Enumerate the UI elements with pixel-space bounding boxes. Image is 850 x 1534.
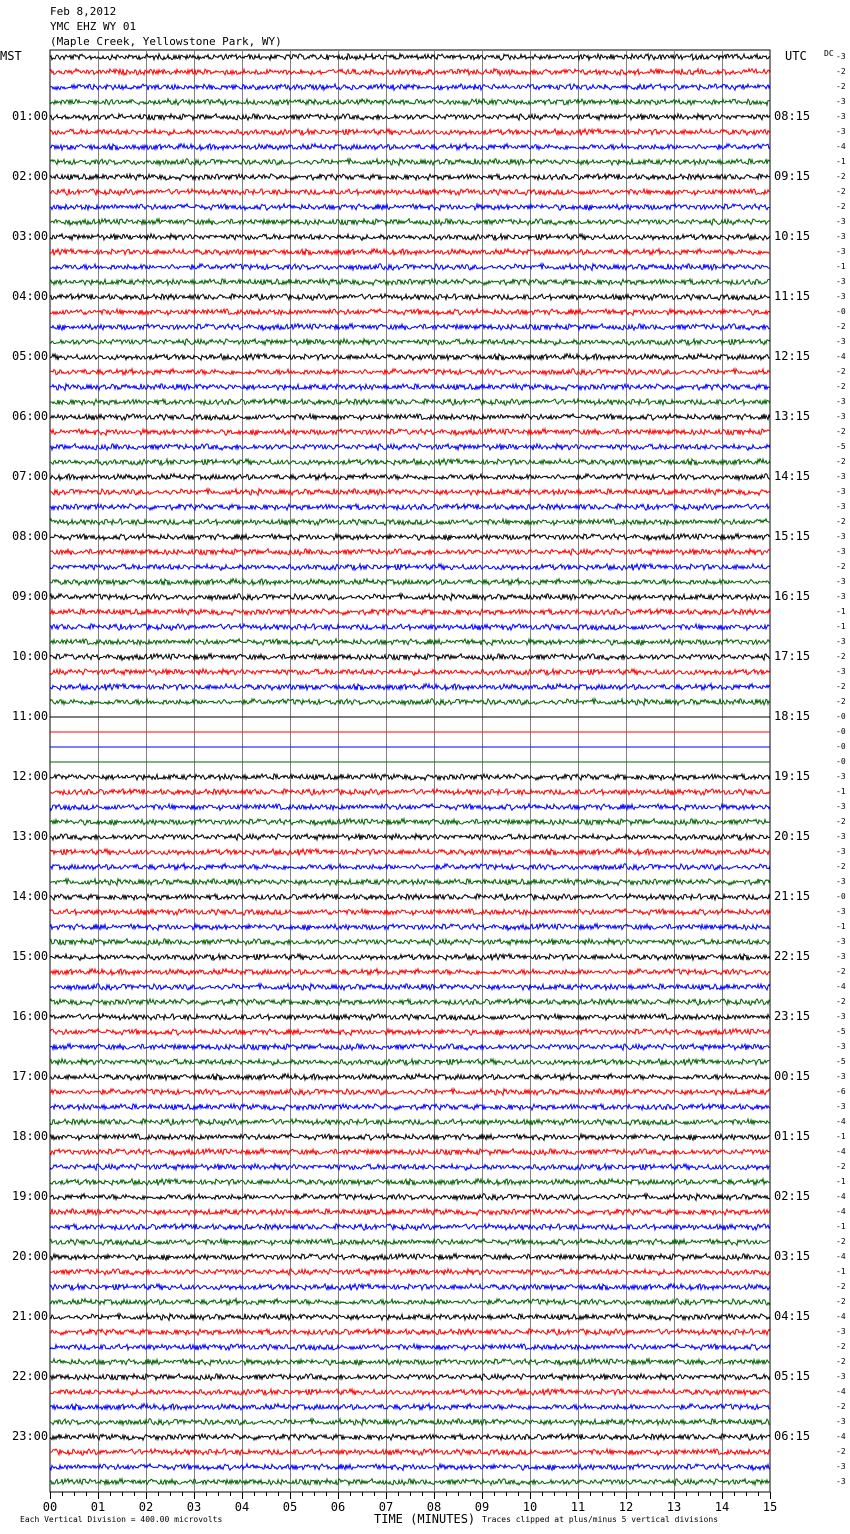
x-axis-title: TIME (MINUTES) bbox=[374, 1512, 476, 1526]
trace-row bbox=[50, 1134, 770, 1141]
dc-offset-value: -2 bbox=[836, 1282, 846, 1291]
left-hour-label: 10:00 bbox=[12, 649, 49, 663]
right-hour-label: 21:15 bbox=[774, 889, 811, 903]
trace-row bbox=[50, 54, 770, 60]
dc-offset-value: -3 bbox=[836, 502, 846, 511]
dc-offset-value: -2 bbox=[836, 1357, 846, 1366]
right-hour-label: 01:15 bbox=[774, 1129, 811, 1143]
dc-offset-value: -2 bbox=[836, 457, 846, 466]
dc-offset-value: -2 bbox=[836, 862, 846, 871]
trace-row bbox=[50, 1044, 770, 1050]
right-hour-label: 05:15 bbox=[774, 1369, 811, 1383]
dc-offset-value: -2 bbox=[836, 187, 846, 196]
x-axis-ticks bbox=[43, 1492, 777, 1514]
dc-offset-value: -1 bbox=[836, 922, 846, 931]
trace-row bbox=[50, 1299, 770, 1305]
trace-row bbox=[50, 144, 770, 151]
trace-row bbox=[50, 834, 770, 840]
x-tick-label: 05 bbox=[282, 1500, 298, 1514]
dc-offset-value: -0 bbox=[836, 757, 846, 766]
dc-offset-value: -1 bbox=[836, 1177, 846, 1186]
trace-row bbox=[50, 1014, 770, 1020]
trace-row bbox=[50, 534, 770, 541]
trace-row bbox=[50, 1404, 770, 1411]
trace-row bbox=[50, 984, 770, 991]
trace-row bbox=[50, 909, 770, 915]
trace-row bbox=[50, 864, 770, 870]
trace-row bbox=[50, 249, 770, 256]
left-hour-label: 19:00 bbox=[12, 1189, 49, 1203]
trace-row bbox=[50, 114, 770, 121]
trace-row bbox=[50, 69, 770, 76]
left-hour-label: 16:00 bbox=[12, 1009, 49, 1023]
right-hour-label: 02:15 bbox=[774, 1189, 811, 1203]
trace-row bbox=[50, 129, 770, 136]
dc-offset-value: -3 bbox=[836, 772, 846, 781]
trace-row bbox=[50, 414, 770, 420]
left-hour-label: 03:00 bbox=[12, 229, 49, 243]
trace-row bbox=[50, 429, 770, 436]
trace-row bbox=[50, 1224, 770, 1231]
left-hour-label: 12:00 bbox=[12, 769, 49, 783]
dc-offset-value: -4 bbox=[836, 1207, 846, 1216]
trace-row bbox=[50, 1359, 770, 1366]
right-hour-label: 10:15 bbox=[774, 229, 811, 243]
dc-offset-value: -4 bbox=[836, 352, 846, 361]
dc-offset-value: -1 bbox=[836, 157, 846, 166]
trace-row bbox=[50, 699, 770, 706]
right-hour-label: 09:15 bbox=[774, 169, 811, 183]
dc-offset-value: -2 bbox=[836, 517, 846, 526]
chart-date: Feb 8,2012 bbox=[50, 5, 117, 18]
left-hour-label: 07:00 bbox=[12, 469, 49, 483]
dc-offset-value: -2 bbox=[836, 562, 846, 571]
dc-offset-value: -1 bbox=[836, 622, 846, 631]
x-tick-label: 03 bbox=[186, 1500, 202, 1514]
x-tick-label: 00 bbox=[42, 1500, 58, 1514]
dc-offset-value: -2 bbox=[836, 1342, 846, 1351]
right-hour-label: 12:15 bbox=[774, 349, 811, 363]
right-hour-label: 22:15 bbox=[774, 949, 811, 963]
dc-offset-value: -3 bbox=[836, 547, 846, 556]
right-hour-label: 11:15 bbox=[774, 289, 811, 303]
trace-row bbox=[50, 789, 770, 796]
trace-row bbox=[50, 954, 770, 961]
left-hour-label: 09:00 bbox=[12, 589, 49, 603]
trace-row bbox=[50, 594, 770, 601]
trace-row bbox=[50, 639, 770, 646]
dc-offset-value: -2 bbox=[836, 427, 846, 436]
dc-offset-value: -3 bbox=[836, 907, 846, 916]
left-timezone-label: MST bbox=[0, 49, 22, 63]
trace-row bbox=[50, 459, 770, 466]
dc-offset-value: -2 bbox=[836, 682, 846, 691]
right-hour-label: 15:15 bbox=[774, 529, 811, 543]
trace-row bbox=[50, 774, 770, 780]
trace-row bbox=[50, 279, 770, 285]
dc-offset-value: -3 bbox=[836, 292, 846, 301]
left-hour-label: 17:00 bbox=[12, 1069, 49, 1083]
trace-row bbox=[50, 1149, 770, 1155]
trace-row bbox=[50, 1089, 770, 1096]
trace-row bbox=[50, 324, 770, 330]
trace-row bbox=[50, 1449, 770, 1455]
x-tick-label: 15 bbox=[762, 1500, 778, 1514]
dc-offset-value: -3 bbox=[836, 472, 846, 481]
trace-row bbox=[50, 1059, 770, 1066]
trace-row bbox=[50, 99, 770, 106]
dc-offset-value: -0 bbox=[836, 742, 846, 751]
dc-offset-value: -5 bbox=[836, 442, 846, 451]
trace-row bbox=[50, 1479, 770, 1485]
trace-row bbox=[50, 1119, 770, 1126]
trace-row bbox=[50, 189, 770, 196]
right-hour-label: 06:15 bbox=[774, 1429, 811, 1443]
dc-offset-value: -3 bbox=[836, 532, 846, 541]
dc-offset-value: -3 bbox=[836, 112, 846, 121]
trace-row bbox=[50, 159, 770, 166]
dc-offset-value: -3 bbox=[836, 1327, 846, 1336]
right-timezone-label: UTC bbox=[785, 49, 807, 63]
right-hour-label: 03:15 bbox=[774, 1249, 811, 1263]
dc-offset-value: -3 bbox=[836, 1477, 846, 1486]
dc-offset-value: -0 bbox=[836, 307, 846, 316]
dc-offset-value: -4 bbox=[836, 1147, 846, 1156]
dc-offset-value: -1 bbox=[836, 1132, 846, 1141]
dc-offset-value: -3 bbox=[836, 412, 846, 421]
trace-row bbox=[50, 309, 770, 316]
trace-row bbox=[50, 819, 770, 825]
dc-offset-value: -2 bbox=[836, 382, 846, 391]
dc-offset-value: -3 bbox=[836, 592, 846, 601]
dc-offset-value: -3 bbox=[836, 127, 846, 136]
x-tick-label: 08 bbox=[426, 1500, 442, 1514]
dc-offset-value: -5 bbox=[836, 1057, 846, 1066]
x-tick-label: 14 bbox=[714, 1500, 730, 1514]
dc-offset-value: -1 bbox=[836, 787, 846, 796]
trace-row bbox=[50, 1104, 770, 1110]
dc-offset-value: -2 bbox=[836, 82, 846, 91]
station-code: YMC EHZ WY 01 bbox=[50, 20, 137, 33]
x-tick-label: 02 bbox=[138, 1500, 154, 1514]
right-hour-label: 00:15 bbox=[774, 1069, 811, 1083]
x-tick-label: 01 bbox=[90, 1500, 106, 1514]
trace-row bbox=[50, 879, 770, 886]
dc-offset-value: -2 bbox=[836, 817, 846, 826]
dc-offset-value: -3 bbox=[836, 667, 846, 676]
trace-row bbox=[50, 1329, 770, 1336]
dc-offset-value: -2 bbox=[836, 997, 846, 1006]
dc-offset-value: -1 bbox=[836, 607, 846, 616]
dc-offset-value: -3 bbox=[836, 487, 846, 496]
dc-offset-value: -3 bbox=[836, 802, 846, 811]
right-hour-label: 17:15 bbox=[774, 649, 811, 663]
dc-offset-value: -2 bbox=[836, 322, 846, 331]
dc-offset-value: -4 bbox=[836, 1387, 846, 1396]
dc-offset-value: -3 bbox=[836, 1072, 846, 1081]
trace-row bbox=[50, 1419, 770, 1426]
left-hour-label: 22:00 bbox=[12, 1369, 49, 1383]
trace-row bbox=[50, 474, 770, 480]
right-hour-label: 08:15 bbox=[774, 109, 811, 123]
right-hour-label: 19:15 bbox=[774, 769, 811, 783]
dc-offset-value: -3 bbox=[836, 232, 846, 241]
right-hour-label: 18:15 bbox=[774, 709, 811, 723]
trace-row bbox=[50, 234, 770, 240]
trace-row bbox=[50, 1284, 770, 1291]
trace-row bbox=[50, 384, 770, 391]
dc-offset-value: -3 bbox=[836, 1102, 846, 1111]
dc-offset-value: -4 bbox=[836, 1252, 846, 1261]
right-hour-label: 23:15 bbox=[774, 1009, 811, 1023]
x-tick-label: 04 bbox=[234, 1500, 250, 1514]
left-hour-label: 11:00 bbox=[12, 709, 49, 723]
dc-offset-value: -3 bbox=[836, 52, 846, 61]
dc-offset-value: -2 bbox=[836, 1162, 846, 1171]
dc-offset-value: -2 bbox=[836, 1297, 846, 1306]
dc-offset-value: -1 bbox=[836, 1267, 846, 1276]
trace-row bbox=[50, 1239, 770, 1246]
trace-row bbox=[50, 1029, 770, 1036]
dc-offset-value: -3 bbox=[836, 877, 846, 886]
dc-offset-value: -2 bbox=[836, 172, 846, 181]
dc-offset-value: -3 bbox=[836, 247, 846, 256]
dc-offset-value: -2 bbox=[836, 67, 846, 76]
trace-row bbox=[50, 294, 770, 301]
right-hour-label: 04:15 bbox=[774, 1309, 811, 1323]
x-tick-label: 11 bbox=[570, 1500, 586, 1514]
trace-row bbox=[50, 549, 770, 555]
dc-offset-value: -3 bbox=[836, 397, 846, 406]
x-tick-label: 06 bbox=[330, 1500, 346, 1514]
trace-row bbox=[50, 579, 770, 586]
trace-row bbox=[50, 624, 770, 631]
trace-row bbox=[50, 669, 770, 675]
dc-offset-value: -2 bbox=[836, 652, 846, 661]
dc-offset-value: -3 bbox=[836, 1042, 846, 1051]
trace-row bbox=[50, 519, 770, 525]
trace-row bbox=[50, 174, 770, 180]
right-hour-label: 13:15 bbox=[774, 409, 811, 423]
left-hour-label: 02:00 bbox=[12, 169, 49, 183]
right-hour-label: 20:15 bbox=[774, 829, 811, 843]
dc-offset-value: -3 bbox=[836, 1012, 846, 1021]
left-hour-label: 13:00 bbox=[12, 829, 49, 843]
dc-offset-value: -3 bbox=[836, 832, 846, 841]
dc-offset-value: -4 bbox=[836, 1432, 846, 1441]
clip-note: Traces clipped at plus/minus 5 vertical divisions bbox=[482, 1515, 719, 1524]
x-tick-label: 12 bbox=[618, 1500, 634, 1514]
trace-row bbox=[50, 564, 770, 571]
trace-row bbox=[50, 444, 770, 451]
trace-row bbox=[50, 849, 770, 856]
dc-offset-value: -3 bbox=[836, 1462, 846, 1471]
trace-row bbox=[50, 939, 770, 945]
dc-offset-value: -3 bbox=[836, 1372, 846, 1381]
left-hour-label: 21:00 bbox=[12, 1309, 49, 1323]
left-hour-label: 06:00 bbox=[12, 409, 49, 423]
dc-offset-value: -0 bbox=[836, 712, 846, 721]
dc-offset-value: -3 bbox=[836, 637, 846, 646]
scale-note: Each Vertical Division = 400.00 microvolts bbox=[20, 1515, 223, 1524]
dc-offset-value: -1 bbox=[836, 262, 846, 271]
left-hour-label: 15:00 bbox=[12, 949, 49, 963]
left-hour-label: 23:00 bbox=[12, 1429, 49, 1443]
trace-row bbox=[50, 684, 770, 691]
trace-row bbox=[50, 204, 770, 211]
dc-offset-value: -3 bbox=[836, 277, 846, 286]
x-tick-label: 09 bbox=[474, 1500, 490, 1514]
trace-row bbox=[50, 1164, 770, 1170]
trace-row bbox=[50, 1209, 770, 1216]
trace-row bbox=[50, 1344, 770, 1350]
dc-offset-value: -3 bbox=[836, 952, 846, 961]
trace-row bbox=[50, 339, 770, 345]
trace-row bbox=[50, 924, 770, 931]
dc-offset-value: -4 bbox=[836, 1312, 846, 1321]
dc-offset-value: -1 bbox=[836, 1222, 846, 1231]
dc-offset-value: -2 bbox=[836, 1237, 846, 1246]
trace-row bbox=[50, 489, 770, 496]
dc-offset-value: -0 bbox=[836, 727, 846, 736]
x-tick-label: 13 bbox=[666, 1500, 682, 1514]
dc-offset-value: -4 bbox=[836, 142, 846, 151]
left-hour-label: 14:00 bbox=[12, 889, 49, 903]
trace-row bbox=[50, 504, 770, 511]
trace-row bbox=[50, 264, 770, 271]
x-tick-label: 07 bbox=[378, 1500, 394, 1514]
dc-offset-value: -4 bbox=[836, 1192, 846, 1201]
dc-offset-value: -5 bbox=[836, 1027, 846, 1036]
x-tick-label: 10 bbox=[522, 1500, 538, 1514]
dc-label: DC bbox=[824, 49, 834, 58]
trace-row bbox=[50, 999, 770, 1006]
traces-group bbox=[50, 54, 770, 1485]
dc-offset-value: -3 bbox=[836, 847, 846, 856]
station-location: (Maple Creek, Yellowstone Park, WY) bbox=[50, 35, 282, 48]
left-hour-label: 04:00 bbox=[12, 289, 49, 303]
left-hour-label: 05:00 bbox=[12, 349, 49, 363]
trace-row bbox=[50, 1314, 770, 1321]
trace-row bbox=[50, 969, 770, 975]
trace-row bbox=[50, 1194, 770, 1201]
trace-row bbox=[50, 84, 770, 90]
dc-offset-value: -4 bbox=[836, 982, 846, 991]
trace-row bbox=[50, 1269, 770, 1275]
dc-offset-value: -4 bbox=[836, 1117, 846, 1126]
trace-row bbox=[50, 1434, 770, 1441]
dc-offset-value: -3 bbox=[836, 577, 846, 586]
dc-offset-value: -0 bbox=[836, 892, 846, 901]
dc-offset-value: -3 bbox=[836, 337, 846, 346]
left-hour-label: 01:00 bbox=[12, 109, 49, 123]
left-hour-label: 18:00 bbox=[12, 1129, 49, 1143]
dc-offset-value: -3 bbox=[836, 217, 846, 226]
dc-offset-value: -3 bbox=[836, 1417, 846, 1426]
dc-offset-value: -2 bbox=[836, 202, 846, 211]
dc-offset-value: -3 bbox=[836, 937, 846, 946]
right-hour-label: 16:15 bbox=[774, 589, 811, 603]
dc-offset-value: -2 bbox=[836, 367, 846, 376]
trace-row bbox=[50, 219, 770, 225]
trace-row bbox=[50, 1389, 770, 1396]
trace-row bbox=[50, 354, 770, 361]
trace-row bbox=[50, 609, 770, 615]
trace-row bbox=[50, 369, 770, 375]
trace-row bbox=[50, 399, 770, 406]
trace-row bbox=[50, 1179, 770, 1186]
trace-row bbox=[50, 894, 770, 901]
trace-row bbox=[50, 1074, 770, 1081]
trace-row bbox=[50, 1254, 770, 1260]
trace-row bbox=[50, 1464, 770, 1471]
dc-offset-value: -3 bbox=[836, 97, 846, 106]
left-hour-label: 08:00 bbox=[12, 529, 49, 543]
trace-row bbox=[50, 804, 770, 811]
dc-offset-value: -2 bbox=[836, 1447, 846, 1456]
dc-offset-value: -2 bbox=[836, 967, 846, 976]
dc-offset-value: -2 bbox=[836, 697, 846, 706]
dc-offset-value: -6 bbox=[836, 1087, 846, 1096]
right-hour-label: 14:15 bbox=[774, 469, 811, 483]
left-hour-label: 20:00 bbox=[12, 1249, 49, 1263]
trace-row bbox=[50, 654, 770, 660]
dc-offset-value: -2 bbox=[836, 1402, 846, 1411]
trace-row bbox=[50, 1374, 770, 1380]
